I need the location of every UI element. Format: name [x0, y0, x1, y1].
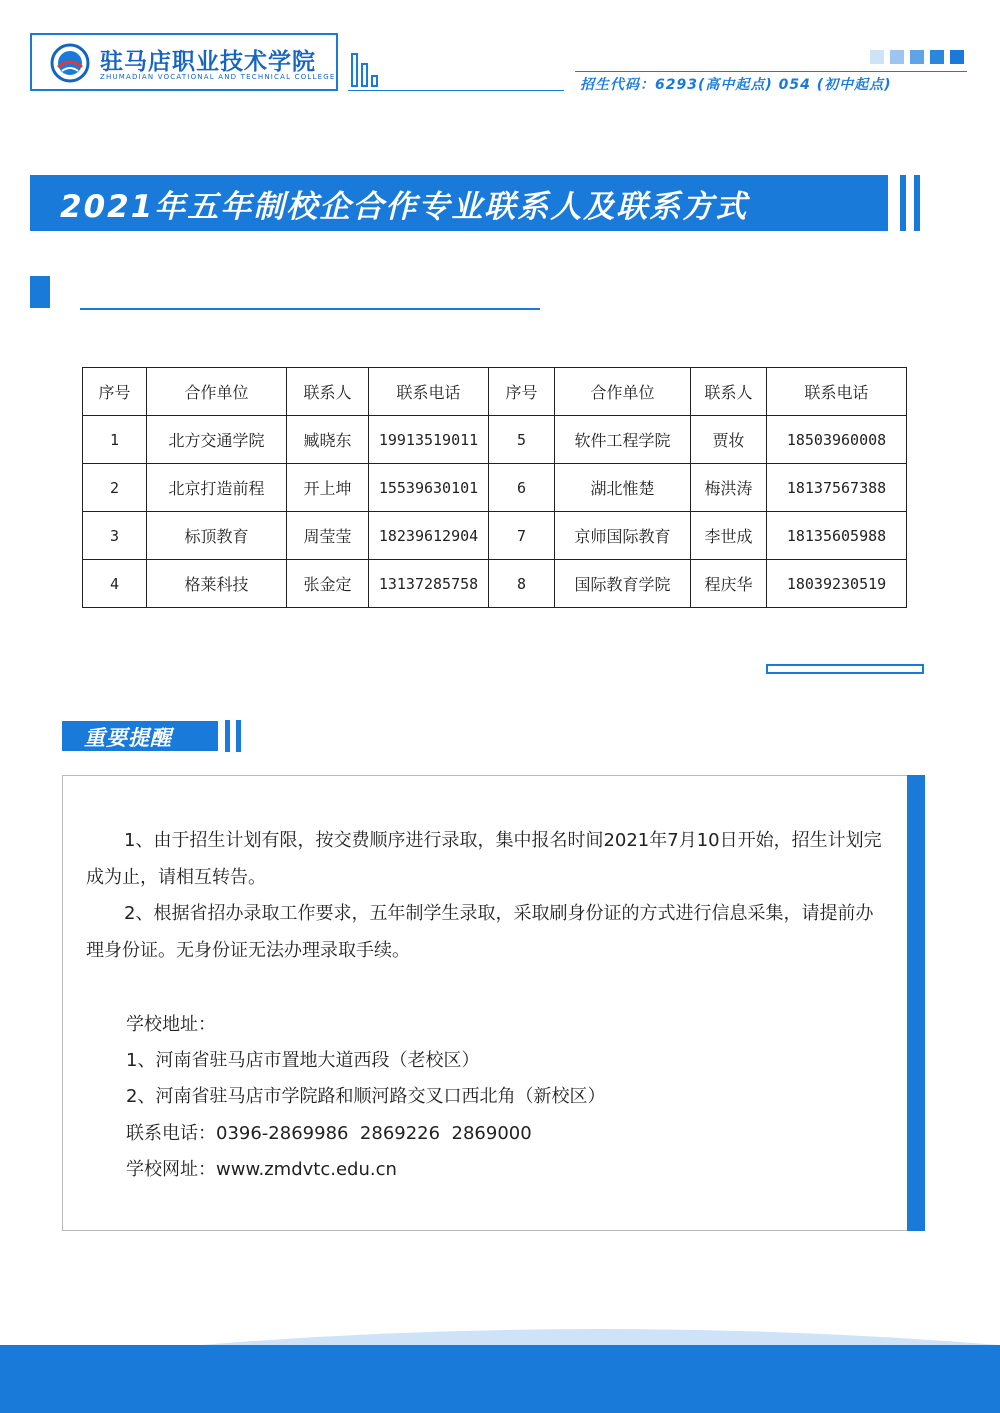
contact-person: 周莹莹: [287, 512, 369, 560]
contact-phone: 15539630101: [369, 464, 489, 512]
partner-unit: 北京打造前程: [147, 464, 287, 512]
table-row: [83, 416, 907, 464]
address-label: 学校地址：: [126, 1014, 216, 1035]
header-cell: 联系电话: [369, 368, 489, 416]
contact-person: 程庆华: [691, 560, 767, 608]
school-name-en: ZHUMADIAN VOCATIONAL AND TECHNICAL COLLEGE: [100, 73, 336, 81]
logo-box: [30, 33, 338, 91]
notice-paragraph-2: 2、根据省招办录取工作要求，五年制学生录取，采取刷身份证的方式进行信息采集，请提前办理身份证。无身份证无法办理录取手续。: [86, 903, 874, 961]
table-row: [83, 512, 907, 560]
header-cell: 联系电话: [767, 368, 907, 416]
header-rule-right: [575, 71, 967, 72]
header-squares-decoration: [870, 50, 966, 64]
contact-person: 李世成: [691, 512, 767, 560]
notice-paragraph-1: 1、由于招生计划有限，按交费顺序进行录取，集中报名时间2021年7月10日开始，招生计划完成为止，请相互转告。: [86, 830, 882, 888]
page-title: 2021年五年制校企合作专业联系人及联系方式: [60, 189, 749, 225]
reminder-bars-decoration: [225, 720, 245, 752]
row-number: 6: [489, 464, 555, 512]
contact-phone: 18239612904: [369, 512, 489, 560]
address-line-2: 2、河南省驻马店市学院路和顺河路交叉口西北角（新校区）: [126, 1086, 606, 1107]
contact-person: 臧晓东: [287, 416, 369, 464]
table-header-row: [83, 368, 907, 416]
contact-phone: 19913519011: [369, 416, 489, 464]
header-cell: 合作单位: [147, 368, 287, 416]
header-bars-decoration: [350, 50, 390, 90]
contact-table: [82, 367, 907, 608]
row-number: 1: [83, 416, 147, 464]
footer-band: [0, 1345, 1000, 1413]
row-number: 7: [489, 512, 555, 560]
reminder-title: 重要提醒: [84, 726, 172, 750]
contact-person: 开上坤: [287, 464, 369, 512]
section-rule: [80, 308, 540, 310]
row-number: 5: [489, 416, 555, 464]
row-number: 2: [83, 464, 147, 512]
notice-side-bar: [907, 775, 925, 1231]
partner-unit: 国际教育学院: [555, 560, 691, 608]
contact-phone: 18039230519: [767, 560, 907, 608]
partner-unit: 标顶教育: [147, 512, 287, 560]
header-cell: 联系人: [287, 368, 369, 416]
divider-decoration: [766, 664, 924, 674]
contact-person: 贾妆: [691, 416, 767, 464]
contact-phone: 18135605988: [767, 512, 907, 560]
partner-unit: 湖北惟楚: [555, 464, 691, 512]
school-name-cn: 驻马店职业技术学院: [100, 49, 316, 75]
header-cell: 序号: [83, 368, 147, 416]
contact-phone: 18137567388: [767, 464, 907, 512]
admission-code: 招生代码：6293(高中起点) 054 (初中起点): [580, 77, 892, 93]
website-line: 学校网址：www.zmdvtc.edu.cn: [126, 1159, 397, 1180]
header-cell: 联系人: [691, 368, 767, 416]
row-number: 3: [83, 512, 147, 560]
table-row: [83, 464, 907, 512]
row-number: 4: [83, 560, 147, 608]
section-marker: [30, 276, 50, 308]
header-cell: 合作单位: [555, 368, 691, 416]
contact-phone-line: 联系电话：0396-2869986 2869226 2869000: [126, 1123, 532, 1144]
partner-unit: 软件工程学院: [555, 416, 691, 464]
contact-person: 梅洪涛: [691, 464, 767, 512]
contact-phone: 13137285758: [369, 560, 489, 608]
header-rule: [348, 90, 564, 91]
contact-person: 张金定: [287, 560, 369, 608]
table-row: [83, 560, 907, 608]
title-bars-decoration: [900, 175, 930, 231]
partner-unit: 北方交通学院: [147, 416, 287, 464]
row-number: 8: [489, 560, 555, 608]
partner-unit: 格莱科技: [147, 560, 287, 608]
contact-phone: 18503960008: [767, 416, 907, 464]
header-cell: 序号: [489, 368, 555, 416]
partner-unit: 京师国际教育: [555, 512, 691, 560]
address-line-1: 1、河南省驻马店市置地大道西段（老校区）: [126, 1050, 480, 1071]
school-emblem-icon: [50, 43, 90, 83]
